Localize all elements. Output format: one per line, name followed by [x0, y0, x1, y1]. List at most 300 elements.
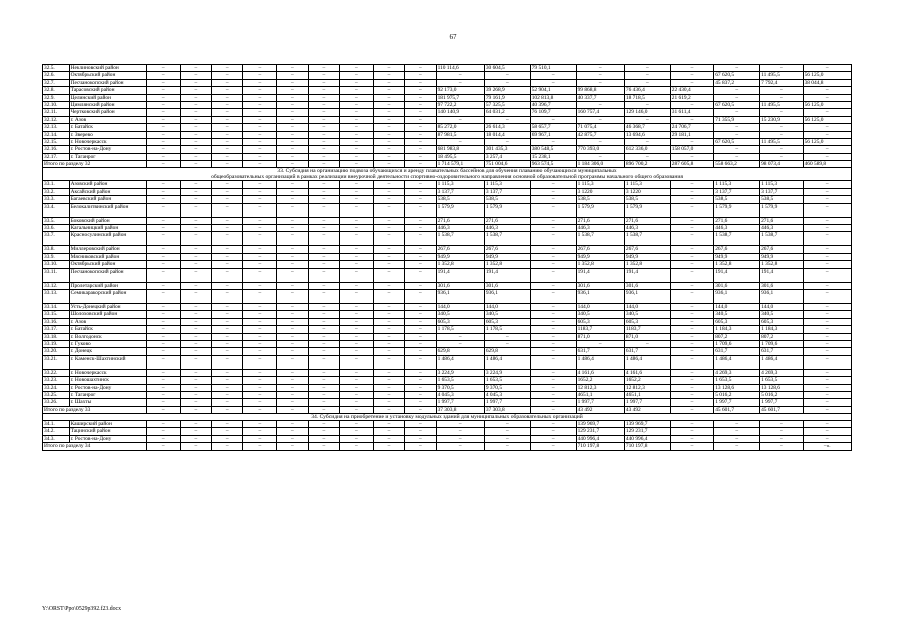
table-cell: 3 1220: [576, 188, 624, 195]
table-cell: –: [373, 94, 404, 101]
table-cell: 631,7: [714, 348, 760, 355]
table-cell: –: [530, 232, 576, 246]
table-row: [43, 225, 852, 232]
table-cell: 4 161,6: [624, 369, 670, 376]
table-cell: –: [484, 443, 530, 450]
table-cell: –: [670, 203, 713, 217]
table-cell: –: [277, 428, 308, 435]
table-cell: 191,4: [624, 268, 670, 282]
table-cell: –: [624, 116, 670, 123]
table-cell: 1 997,7: [484, 399, 530, 406]
table-cell: –: [530, 268, 576, 282]
table-cell: –: [405, 369, 436, 376]
table-cell: 538,5: [576, 196, 624, 203]
table-cell: –: [339, 261, 373, 268]
table-row: [43, 109, 852, 116]
row-number: 32.17.: [43, 153, 70, 160]
table-cell: –: [308, 153, 339, 160]
table-cell: 13 128,6: [714, 384, 760, 391]
table-cell: –: [405, 131, 436, 138]
table-cell: 871,0: [576, 333, 624, 340]
table-cell: –: [243, 326, 277, 333]
table-cell: –: [308, 203, 339, 217]
table-cell: –: [180, 196, 211, 203]
table-cell: –: [339, 326, 373, 333]
table-cell: –: [670, 399, 713, 406]
table-cell: 129 146,0: [624, 109, 670, 116]
table-row: [43, 65, 852, 72]
table-cell: –: [405, 153, 436, 160]
district-name: Песчанокопский район: [69, 268, 146, 282]
table-cell: –: [670, 261, 713, 268]
table-cell: 1652,2: [624, 377, 670, 384]
table-cell: 267,6: [484, 246, 530, 253]
table-cell: –: [339, 355, 373, 369]
table-cell: –: [670, 79, 713, 86]
table-cell: –: [180, 377, 211, 384]
table-cell: –: [803, 326, 851, 333]
table-cell: –: [180, 181, 211, 188]
table-cell: –: [180, 217, 211, 224]
table-cell: 267,6: [436, 246, 484, 253]
table-cell: –: [803, 246, 851, 253]
table-cell: –: [339, 131, 373, 138]
table-row: [43, 384, 852, 391]
table-cell: –: [243, 138, 277, 145]
table-cell: 9 370,5: [484, 384, 530, 391]
table-cell: 144,0: [714, 303, 760, 310]
table-cell: –: [484, 340, 530, 347]
table-cell: 46 368,7: [624, 124, 670, 131]
table-cell: –: [180, 246, 211, 253]
table-cell: –: [760, 87, 803, 94]
table-cell: 301,6: [760, 282, 803, 289]
table-cell: 1 184,3: [714, 326, 760, 333]
table-cell: –: [212, 101, 243, 108]
table-cell: 271,6: [436, 217, 484, 224]
table-cell: –: [277, 124, 308, 131]
table-cell: –: [243, 253, 277, 260]
table-cell: –: [803, 65, 851, 72]
table-cell: –: [373, 72, 404, 79]
row-number: 32.10.: [43, 101, 70, 108]
table-cell: –: [212, 131, 243, 138]
table-cell: –: [405, 109, 436, 116]
row-number: 34.2.: [43, 428, 70, 435]
table-row: [43, 369, 852, 376]
table-cell: 57 325,5: [484, 101, 530, 108]
table-cell: –: [803, 303, 851, 310]
table-cell: –: [277, 443, 308, 450]
table-cell: 4 161,6: [576, 369, 624, 376]
table-row: [43, 203, 852, 217]
district-name: г. Волгодонск: [69, 333, 146, 340]
table-cell: –: [436, 72, 484, 79]
table-cell: –: [484, 79, 530, 86]
table-cell: –: [212, 348, 243, 355]
table-cell: 1 486,4: [624, 355, 670, 369]
table-cell: –: [339, 124, 373, 131]
table-cell: –: [243, 268, 277, 282]
table-cell: 301,6: [436, 282, 484, 289]
table-cell: –: [373, 153, 404, 160]
table-cell: –: [530, 79, 576, 86]
table-cell: 71 355,9: [714, 116, 760, 123]
table-cell: –: [212, 268, 243, 282]
table-cell: 710 197,8: [624, 443, 670, 450]
table-cell: –: [373, 443, 404, 450]
table-row: [43, 138, 852, 145]
table-cell: –: [308, 428, 339, 435]
table-cell: 5 016,2: [760, 391, 803, 398]
row-number: 32.6.: [43, 72, 70, 79]
table-cell: 64 031,2: [484, 109, 530, 116]
table-cell: –: [576, 116, 624, 123]
table-cell: –: [180, 443, 211, 450]
table-cell: –: [760, 109, 803, 116]
table-cell: –: [146, 101, 180, 108]
row-number: 32.8.: [43, 87, 70, 94]
table-cell: –: [277, 369, 308, 376]
district-name: г. Таганрог: [69, 153, 146, 160]
table-cell: –: [308, 326, 339, 333]
table-cell: –: [405, 116, 436, 123]
table-cell: –: [803, 261, 851, 268]
table-cell: –: [405, 268, 436, 282]
table-cell: –: [670, 72, 713, 79]
table-cell: 99 868,8: [576, 87, 624, 94]
table-cell: 770 393,0: [576, 146, 624, 153]
table-cell: –: [803, 348, 851, 355]
table-cell: 1 579,9: [484, 203, 530, 217]
table-cell: –: [339, 340, 373, 347]
table-cell: –: [714, 421, 760, 428]
table-cell: –: [373, 232, 404, 246]
table-cell: –: [146, 421, 180, 428]
table-cell: –: [405, 384, 436, 391]
table-cell: –: [212, 406, 243, 413]
table-cell: –: [308, 131, 339, 138]
row-number: 33.26.: [43, 399, 70, 406]
table-cell: –: [146, 369, 180, 376]
table-cell: –: [308, 421, 339, 428]
table-cell: –: [308, 94, 339, 101]
district-name: Мясниковский район: [69, 253, 146, 260]
table-row: [43, 79, 852, 86]
table-cell: –: [212, 253, 243, 260]
table-cell: –: [277, 268, 308, 282]
table-cell: –: [180, 153, 211, 160]
table-cell: 1 714 579,1: [436, 161, 484, 168]
district-name: г. Азов: [69, 318, 146, 325]
table-cell: –: [339, 94, 373, 101]
table-cell: –: [670, 326, 713, 333]
table-cell: –: [243, 282, 277, 289]
table-cell: –: [405, 87, 436, 94]
table-cell: 76 436,4: [624, 87, 670, 94]
table-cell: 936,1: [576, 289, 624, 303]
table-cell: –: [714, 435, 760, 442]
table-cell: –: [212, 203, 243, 217]
table-cell: 1652,2: [576, 377, 624, 384]
table-cell: –: [146, 138, 180, 145]
table-cell: –: [530, 311, 576, 318]
table-cell: –: [714, 131, 760, 138]
table-cell: 1 486,4: [714, 355, 760, 369]
table-cell: –: [530, 369, 576, 376]
table-row: [43, 318, 852, 325]
table-cell: 1 653,5: [436, 377, 484, 384]
table-cell: –: [373, 161, 404, 168]
table-cell: 71 075,4: [576, 124, 624, 131]
table-cell: –: [339, 65, 373, 72]
table-cell: –: [212, 428, 243, 435]
table-cell: –: [760, 428, 803, 435]
table-cell: –: [277, 253, 308, 260]
table-cell: –: [277, 232, 308, 246]
table-cell: 30 604,5: [484, 65, 530, 72]
table-cell: –: [277, 326, 308, 333]
table-cell: –: [714, 65, 760, 72]
table-cell: –: [146, 333, 180, 340]
table-cell: –: [243, 203, 277, 217]
table-cell: –: [530, 355, 576, 369]
table-cell: –: [243, 116, 277, 123]
table-cell: 538,5: [714, 196, 760, 203]
table-cell: –: [373, 326, 404, 333]
table-cell: –: [484, 421, 530, 428]
table-cell: –: [243, 94, 277, 101]
row-number: 34.1.: [43, 421, 70, 428]
section-total-row: [43, 161, 852, 168]
table-cell: –: [373, 399, 404, 406]
table-cell: –: [212, 399, 243, 406]
table-cell: –: [277, 318, 308, 325]
table-cell: –: [146, 311, 180, 318]
table-cell: 15 238,1: [530, 153, 576, 160]
table-cell: 949,9: [484, 253, 530, 260]
table-cell: –: [339, 311, 373, 318]
table-cell: –: [714, 153, 760, 160]
table-row: [43, 326, 852, 333]
table-cell: –: [243, 65, 277, 72]
table-cell: 605,3: [576, 318, 624, 325]
table-row: [43, 340, 852, 347]
table-cell: 440 996,4: [624, 435, 670, 442]
total-label: Итого по разделу 34: [43, 443, 147, 450]
table-cell: 24 706,7: [670, 124, 713, 131]
table-cell: –: [180, 421, 211, 428]
table-cell: –: [243, 217, 277, 224]
table-cell: –: [530, 384, 576, 391]
table-cell: –: [180, 138, 211, 145]
table-cell: –: [670, 282, 713, 289]
table-cell: –: [405, 443, 436, 450]
table-cell: 67 620,5: [714, 72, 760, 79]
table-cell: 807,2: [714, 333, 760, 340]
row-number: 33.12.: [43, 282, 70, 289]
table-cell: –: [373, 131, 404, 138]
table-cell: 936,1: [484, 289, 530, 303]
table-cell: –: [277, 153, 308, 160]
table-cell: –: [180, 203, 211, 217]
district-name: г. Новочеркасск: [69, 369, 146, 376]
table-cell: 440 996,4: [576, 435, 624, 442]
table-cell: –: [405, 246, 436, 253]
table-cell: –: [339, 348, 373, 355]
table-cell: –: [530, 406, 576, 413]
table-cell: 7 792,4: [760, 79, 803, 86]
table-cell: –: [530, 303, 576, 310]
table-cell: –: [436, 340, 484, 347]
table-cell: –: [670, 225, 713, 232]
table-cell: –: [243, 87, 277, 94]
budget-table: [42, 64, 852, 451]
table-cell: –: [212, 188, 243, 195]
table-cell: –: [803, 289, 851, 303]
table-cell: –: [146, 303, 180, 310]
table-cell: –: [243, 377, 277, 384]
table-cell: –: [803, 268, 851, 282]
table-cell: –: [405, 391, 436, 398]
table-cell: 631,7: [624, 348, 670, 355]
table-cell: –: [243, 435, 277, 442]
table-cell: –: [277, 246, 308, 253]
table-cell: 110 114,6: [436, 65, 484, 72]
table-cell: 605,3: [484, 318, 530, 325]
table-cell: –: [243, 232, 277, 246]
table-cell: –: [146, 246, 180, 253]
table-cell: –: [308, 225, 339, 232]
district-name: Семикаракорский район: [69, 289, 146, 303]
table-cell: –: [146, 146, 180, 153]
row-number: 33.17.: [43, 326, 70, 333]
table-cell: 67 620,5: [714, 101, 760, 108]
table-row: [43, 399, 852, 406]
table-cell: –: [803, 311, 851, 318]
row-number: 32.15.: [43, 138, 70, 145]
table-cell: –: [624, 101, 670, 108]
table-cell: –: [373, 116, 404, 123]
table-cell: 158 057,0: [670, 146, 713, 153]
table-cell: –: [146, 326, 180, 333]
table-cell: 612 336,0: [624, 146, 670, 153]
table-cell: –: [339, 268, 373, 282]
table-row: [43, 124, 852, 131]
table-cell: 271,6: [760, 217, 803, 224]
table-cell: –: [277, 261, 308, 268]
table-cell: –: [243, 79, 277, 86]
table-cell: –: [803, 225, 851, 232]
table-cell: 629,8: [484, 348, 530, 355]
district-name: Октябрьский район: [69, 72, 146, 79]
table-cell: –: [405, 289, 436, 303]
table-row: [43, 72, 852, 79]
table-cell: –: [373, 391, 404, 398]
table-cell: –: [760, 131, 803, 138]
table-cell: 191,4: [714, 268, 760, 282]
table-cell: –: [405, 79, 436, 86]
table-cell: 340,5: [436, 311, 484, 318]
table-cell: –: [339, 116, 373, 123]
table-cell: –: [484, 435, 530, 442]
table-cell: 13 694,6: [624, 131, 670, 138]
table-cell: –: [670, 116, 713, 123]
table-cell: –: [146, 399, 180, 406]
table-cell: 21 619,2: [670, 94, 713, 101]
table-cell: –: [146, 268, 180, 282]
table-cell: –: [339, 428, 373, 435]
table-cell: –: [212, 261, 243, 268]
district-name: г. Новочеркасск: [69, 138, 146, 145]
district-name: г. Донецк: [69, 348, 146, 355]
table-cell: –: [146, 232, 180, 246]
table-cell: –: [405, 203, 436, 217]
row-number: 32.13.: [43, 124, 70, 131]
table-cell: –: [180, 355, 211, 369]
table-cell: –: [714, 428, 760, 435]
table-cell: 1 538,7: [576, 232, 624, 246]
table-cell: –: [212, 384, 243, 391]
page-number: 67: [449, 33, 457, 41]
table-cell: –: [308, 303, 339, 310]
table-cell: –: [243, 101, 277, 108]
table-cell: 460 589,8: [803, 161, 851, 168]
table-cell: –: [373, 253, 404, 260]
table-cell: 1 709,6: [760, 340, 803, 347]
table-cell: 181 975,7: [436, 94, 484, 101]
table-cell: –: [339, 109, 373, 116]
table-cell: 92 173,0: [436, 87, 484, 94]
table-cell: –: [373, 146, 404, 153]
table-row: [43, 217, 852, 224]
table-cell: –: [146, 253, 180, 260]
table-row: [43, 261, 852, 268]
table-cell: 1 579,9: [714, 203, 760, 217]
table-cell: 1 538,7: [436, 232, 484, 246]
table-cell: –: [405, 146, 436, 153]
table-cell: –: [308, 318, 339, 325]
table-cell: –: [803, 435, 851, 442]
table-cell: –: [180, 399, 211, 406]
table-cell: –: [373, 261, 404, 268]
table-cell: –: [212, 303, 243, 310]
table-cell: –: [803, 355, 851, 369]
table-cell: –: [180, 65, 211, 72]
table-cell: 191,4: [576, 268, 624, 282]
district-name: Песчанокопский район: [69, 79, 146, 86]
table-cell: –: [212, 377, 243, 384]
table-cell: –: [530, 72, 576, 79]
table-cell: –: [436, 79, 484, 86]
table-cell: –: [803, 399, 851, 406]
table-cell: –: [308, 443, 339, 450]
table-cell: 140 140,9: [436, 109, 484, 116]
table-cell: –: [373, 428, 404, 435]
table-cell: –: [339, 87, 373, 94]
district-name: Боковский район: [69, 217, 146, 224]
table-cell: –: [180, 232, 211, 246]
table-cell: –: [277, 146, 308, 153]
row-number: 33.1.: [43, 181, 70, 188]
table-cell: –: [308, 232, 339, 246]
table-cell: –: [339, 232, 373, 246]
table-cell: 1 115,3: [714, 181, 760, 188]
table-cell: –: [803, 188, 851, 195]
table-cell: –: [243, 289, 277, 303]
table-cell: –: [308, 369, 339, 376]
table-cell: –: [243, 399, 277, 406]
